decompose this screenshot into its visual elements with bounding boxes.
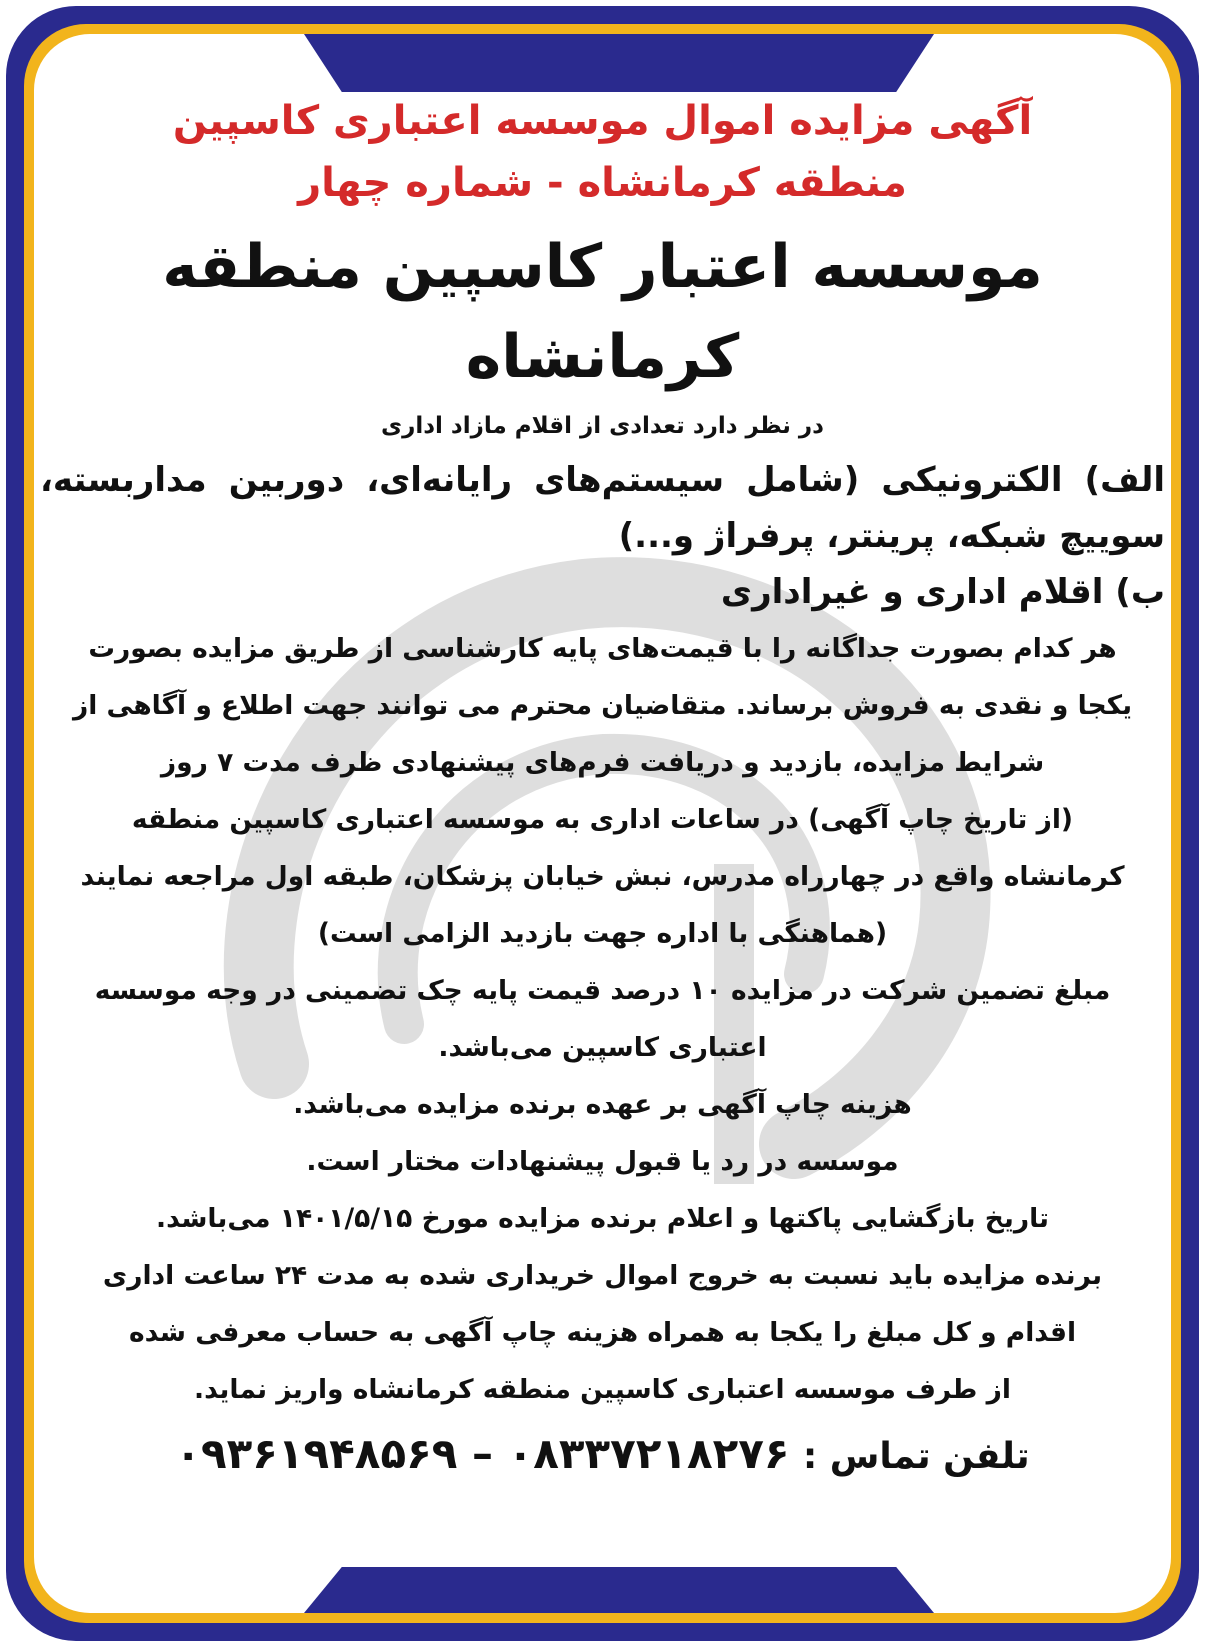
body-line: (از تاریخ چاپ آگهی) در ساعات اداری به موسسه اعتباری کاسپین منطقه <box>131 804 1074 835</box>
body-line: کرمانشاه واقع در چهارراه مدرس، نبش خیابان پزشکان، طبقه اول مراجعه نمایند <box>80 861 1125 892</box>
item-a-electronics: الف) الکترونیکی (شامل سیستم‌های رایانه‌ای، دوربین مداربسته، سوییچ شبکه، پرینتر، پرفراژ و...) <box>40 460 1165 556</box>
body-line: (هماهنگی با اداره جهت بازدید الزامی است) <box>317 918 888 949</box>
contact-phone-numbers[interactable]: ۰۹۳۶۱۹۴۸۵۶۹ – ۰۸۳۳۷۲۱۸۲۷۶ <box>175 1429 790 1478</box>
ad-content <box>40 90 1165 1487</box>
frame-bottom-tab <box>304 1567 934 1613</box>
contact-phone-row <box>40 1424 1165 1487</box>
body-line: شرایط مزایده، بازدید و دریافت فرم‌های پیشنهادی ظرف مدت ۷ روز <box>160 747 1045 778</box>
body-line: اعتباری کاسپین می‌باشد. <box>438 1032 767 1063</box>
body-line: از طرف موسسه اعتباری کاسپین منطقه کرمانشاه واریز نماید. <box>194 1374 1011 1405</box>
body-line: اقدام و کل مبلغ را یکجا به همراه هزینه چاپ آگهی به حساب معرفی شده <box>128 1317 1077 1348</box>
body-line: هزینه چاپ آگهی بر عهده برنده مزایده می‌باشد. <box>293 1089 912 1120</box>
body-line: مبلغ تضمین شرکت در مزایده ۱۰ درصد قیمت پایه چک تضمینی در وجه موسسه <box>94 975 1111 1006</box>
organization-heading: موسسه اعتبار کاسپین منطقه کرمانشاه <box>162 232 1043 392</box>
contact-label: تلفن تماس : <box>802 1436 1030 1477</box>
ad-title-line1: آگهی مزایده اموال موسسه اعتباری کاسپین <box>172 98 1033 144</box>
item-b-office: ب) اقلام اداری و غیراداری <box>720 572 1165 612</box>
ad-title-line2: منطقه کرمانشاه - شماره چهار <box>298 160 907 206</box>
body-line: یکجا و نقدی به فروش برساند. متقاضیان محترم می توانند جهت اطلاع و آگاهی از <box>72 690 1133 721</box>
body-line: برنده مزایده باید نسبت به خروج اموال خریداری شده به مدت ۲۴ ساعت اداری <box>102 1260 1103 1291</box>
body-line: موسسه در رد یا قبول پیشنهادات مختار است. <box>306 1146 899 1177</box>
body-line: هر کدام بصورت جداگانه را با قیمت‌های پایه کارشناسی از طریق مزایده بصورت <box>88 633 1117 664</box>
frame-top-tab <box>304 34 934 92</box>
body-line: تاریخ بازگشایی پاکتها و اعلام برنده مزایده مورخ ۱۴۰۱/۵/۱۵ می‌باشد. <box>156 1203 1049 1234</box>
intro-text: در نظر دارد تعدادی از اقلام مازاد اداری <box>381 413 824 439</box>
